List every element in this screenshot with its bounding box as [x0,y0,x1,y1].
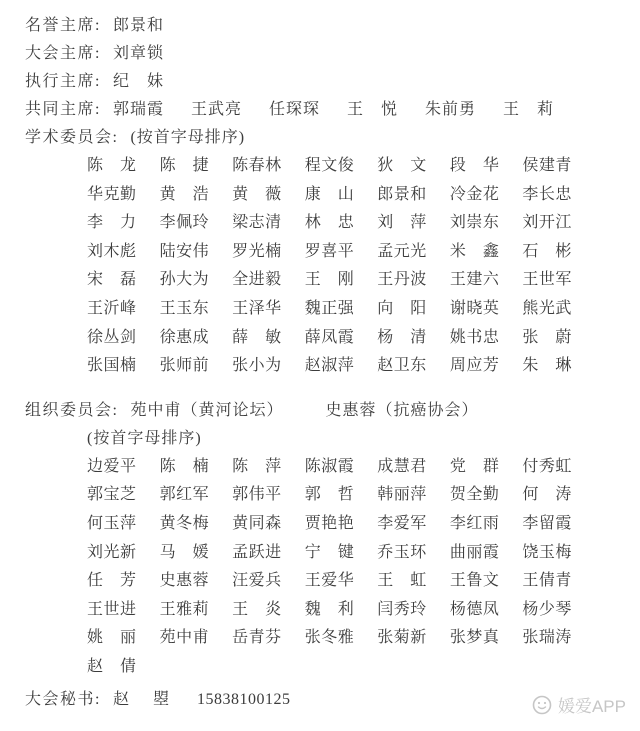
member-name: 黄 薇 [232,185,282,203]
member-name: 向 阳 [377,299,427,317]
app-watermark-label: 媛爱APP [557,697,626,716]
academic-committee-title-line [25,124,640,152]
member-name: 边爱平 [87,457,137,475]
member-name: 刘木彪 [87,242,137,260]
member-name: 罗喜平 [304,242,355,260]
name-item: 郎景和 [112,17,164,34]
member-name: 王建六 [449,271,500,289]
member-name: 林 忠 [304,214,355,232]
member-name: 李佩玲 [159,214,210,232]
member-name: 党 群 [449,457,500,475]
member-name: 刘崇东 [449,214,500,232]
member-name: 段 华 [449,157,500,174]
name-item: 任琛琛 [268,101,320,118]
member-name: 韩丽萍 [377,486,427,504]
member-name: 王爱华 [304,572,355,590]
member-name: 闫秀玲 [377,600,427,618]
academic-sort-note: (按首字母排序) [130,129,246,146]
member-name: 郭宝芝 [87,486,137,504]
secretary-name: 赵 曌 [112,690,173,708]
member-name: 薛 敏 [232,328,282,346]
member-name: 薛凤霞 [304,328,355,346]
member-name: 郭红军 [159,486,210,504]
member-name: 任 芳 [87,572,137,590]
member-name: 王雅莉 [159,600,210,618]
name-item: 苑中甫（黄河论坛） [130,401,284,419]
member-name: 刘开江 [522,214,572,232]
member-name: 王鲁文 [449,572,500,590]
member-name: 黄同森 [232,514,282,532]
member-name: 魏正强 [304,299,355,317]
academic-committee-label: 学术委员会: [25,129,119,146]
member-name: 张小为 [232,357,282,375]
member-name: 乔玉环 [377,543,427,561]
member-name: 王世进 [87,600,137,618]
organizing-members-grid [87,453,595,682]
member-name: 陆安伟 [159,242,210,260]
organizing-committee-leads [130,402,478,419]
member-name: 岳青芬 [232,629,282,647]
secretary-label: 大会秘书: [25,690,101,708]
member-name: 陈 楠 [159,457,210,475]
member-name: 全进毅 [232,271,282,289]
member-name: 李爱军 [377,514,427,532]
co-chair-line [25,96,640,124]
member-name: 黄冬梅 [159,514,210,532]
member-name: 陈 萍 [232,457,282,475]
member-name: 付秀虹 [522,457,572,475]
member-name: 谢晓英 [449,299,500,317]
member-name: 王世军 [522,271,572,289]
member-name: 张冬雅 [304,629,355,647]
executive-chair-label: 执行主席: [25,73,101,90]
member-name: 赵淑萍 [304,357,355,375]
member-name: 周应芳 [449,357,500,375]
member-name: 梁志清 [232,214,282,232]
co-chair-label: 共同主席: [25,101,101,118]
member-name: 孟跃进 [232,543,282,561]
member-name: 饶玉梅 [522,543,572,561]
member-name: 赵 倩 [87,657,137,675]
member-name: 孟元光 [377,242,427,260]
member-name: 王 刚 [304,271,355,289]
member-name: 杨 清 [377,328,427,346]
member-name: 陈春林 [232,157,282,174]
member-name: 郎景和 [377,185,427,203]
name-item: 王 悦 [347,101,399,118]
member-name: 石 彬 [522,242,572,260]
conference-chair-names [113,45,164,62]
organizing-sort-note-line [87,425,640,453]
honorary-chair-line [25,12,640,40]
member-name: 郭 哲 [304,486,355,504]
member-name: 刘光新 [87,543,137,561]
member-name: 孙大为 [159,271,210,289]
member-name: 程文俊 [304,157,355,174]
member-name: 马 媛 [159,543,210,561]
member-name: 张 蔚 [522,328,572,346]
member-name: 陈淑霞 [304,457,355,475]
member-name: 贾艳艳 [304,514,355,532]
member-name: 宋 磊 [87,271,137,289]
member-name: 侯建青 [522,157,572,174]
member-name: 王泽华 [232,299,282,317]
member-name: 宁 键 [304,543,355,561]
app-watermark [531,692,626,717]
name-item: 纪 妹 [112,73,164,90]
member-name: 何玉萍 [87,514,137,532]
name-item: 刘章锁 [112,45,164,62]
member-name: 李红雨 [449,514,500,532]
member-name: 李长忠 [522,185,572,203]
yuanai-app-logo-icon [531,694,553,716]
organizing-committee-title-line [25,397,640,425]
honorary-chair-names [113,17,164,34]
organizing-sort-note: (按首字母排序) [87,429,202,447]
member-name: 张师前 [159,357,210,375]
member-name: 张国楠 [87,357,137,375]
secretary-phone: 15838100125 [196,690,291,708]
member-name: 米 鑫 [449,242,500,260]
name-item: 郭瑞霞 [112,101,164,118]
member-name: 刘 萍 [377,214,427,232]
organizing-committee-label: 组织委员会: [25,401,119,419]
member-name: 魏 利 [304,600,355,618]
member-name: 姚 丽 [87,629,137,647]
member-name: 罗光楠 [232,242,282,260]
member-name: 黄 浩 [159,185,210,203]
academic-members-grid [87,152,595,381]
honorary-chair-label: 名誉主席: [25,17,101,34]
member-name: 史惠蓉 [159,572,210,590]
member-name: 康 山 [304,185,355,203]
member-name: 曲丽霞 [449,543,500,561]
name-item: 史惠蓉（抗癌协会） [325,401,479,419]
member-name: 王丹波 [377,271,427,289]
member-name: 王玉东 [159,299,210,317]
member-name: 徐丛剑 [87,328,137,346]
member-name: 张菊新 [377,629,427,647]
member-name: 陈 捷 [159,157,210,174]
conference-chair-line [25,40,640,68]
member-name: 赵卫东 [377,357,427,375]
member-name: 李 力 [87,214,137,232]
executive-chair-line [25,68,640,96]
member-name: 姚书忠 [449,328,500,346]
member-name: 华克勤 [87,185,137,203]
member-name: 苑中甫 [159,629,210,647]
member-name: 熊光武 [522,299,572,317]
name-item: 王 莉 [503,101,555,118]
member-name: 狄 文 [377,157,427,174]
member-name: 王 虹 [377,572,427,590]
member-name: 李留霞 [522,514,572,532]
member-name: 朱 琳 [522,357,572,375]
member-name: 杨少琴 [522,600,572,618]
member-name: 郭伟平 [232,486,282,504]
member-name: 张瑞涛 [522,629,572,647]
member-name: 王沂峰 [87,299,137,317]
member-name: 贺全勤 [449,486,500,504]
name-item: 朱前勇 [425,101,477,118]
section-divider-gap [25,381,640,397]
name-item: 王武亮 [190,101,242,118]
conference-chair-label: 大会主席: [25,45,101,62]
executive-chair-names [113,73,164,90]
member-name: 陈 龙 [87,157,137,174]
member-name: 汪爱兵 [232,572,282,590]
member-name: 张梦真 [449,629,500,647]
member-name: 何 涛 [522,486,572,504]
member-name: 徐惠成 [159,328,210,346]
co-chair-names [113,101,554,118]
member-name: 王倩青 [522,572,572,590]
member-name: 成慧君 [377,457,427,475]
member-name: 王 炎 [232,600,282,618]
member-name: 冷金花 [449,185,500,203]
member-name: 杨德凤 [449,600,500,618]
